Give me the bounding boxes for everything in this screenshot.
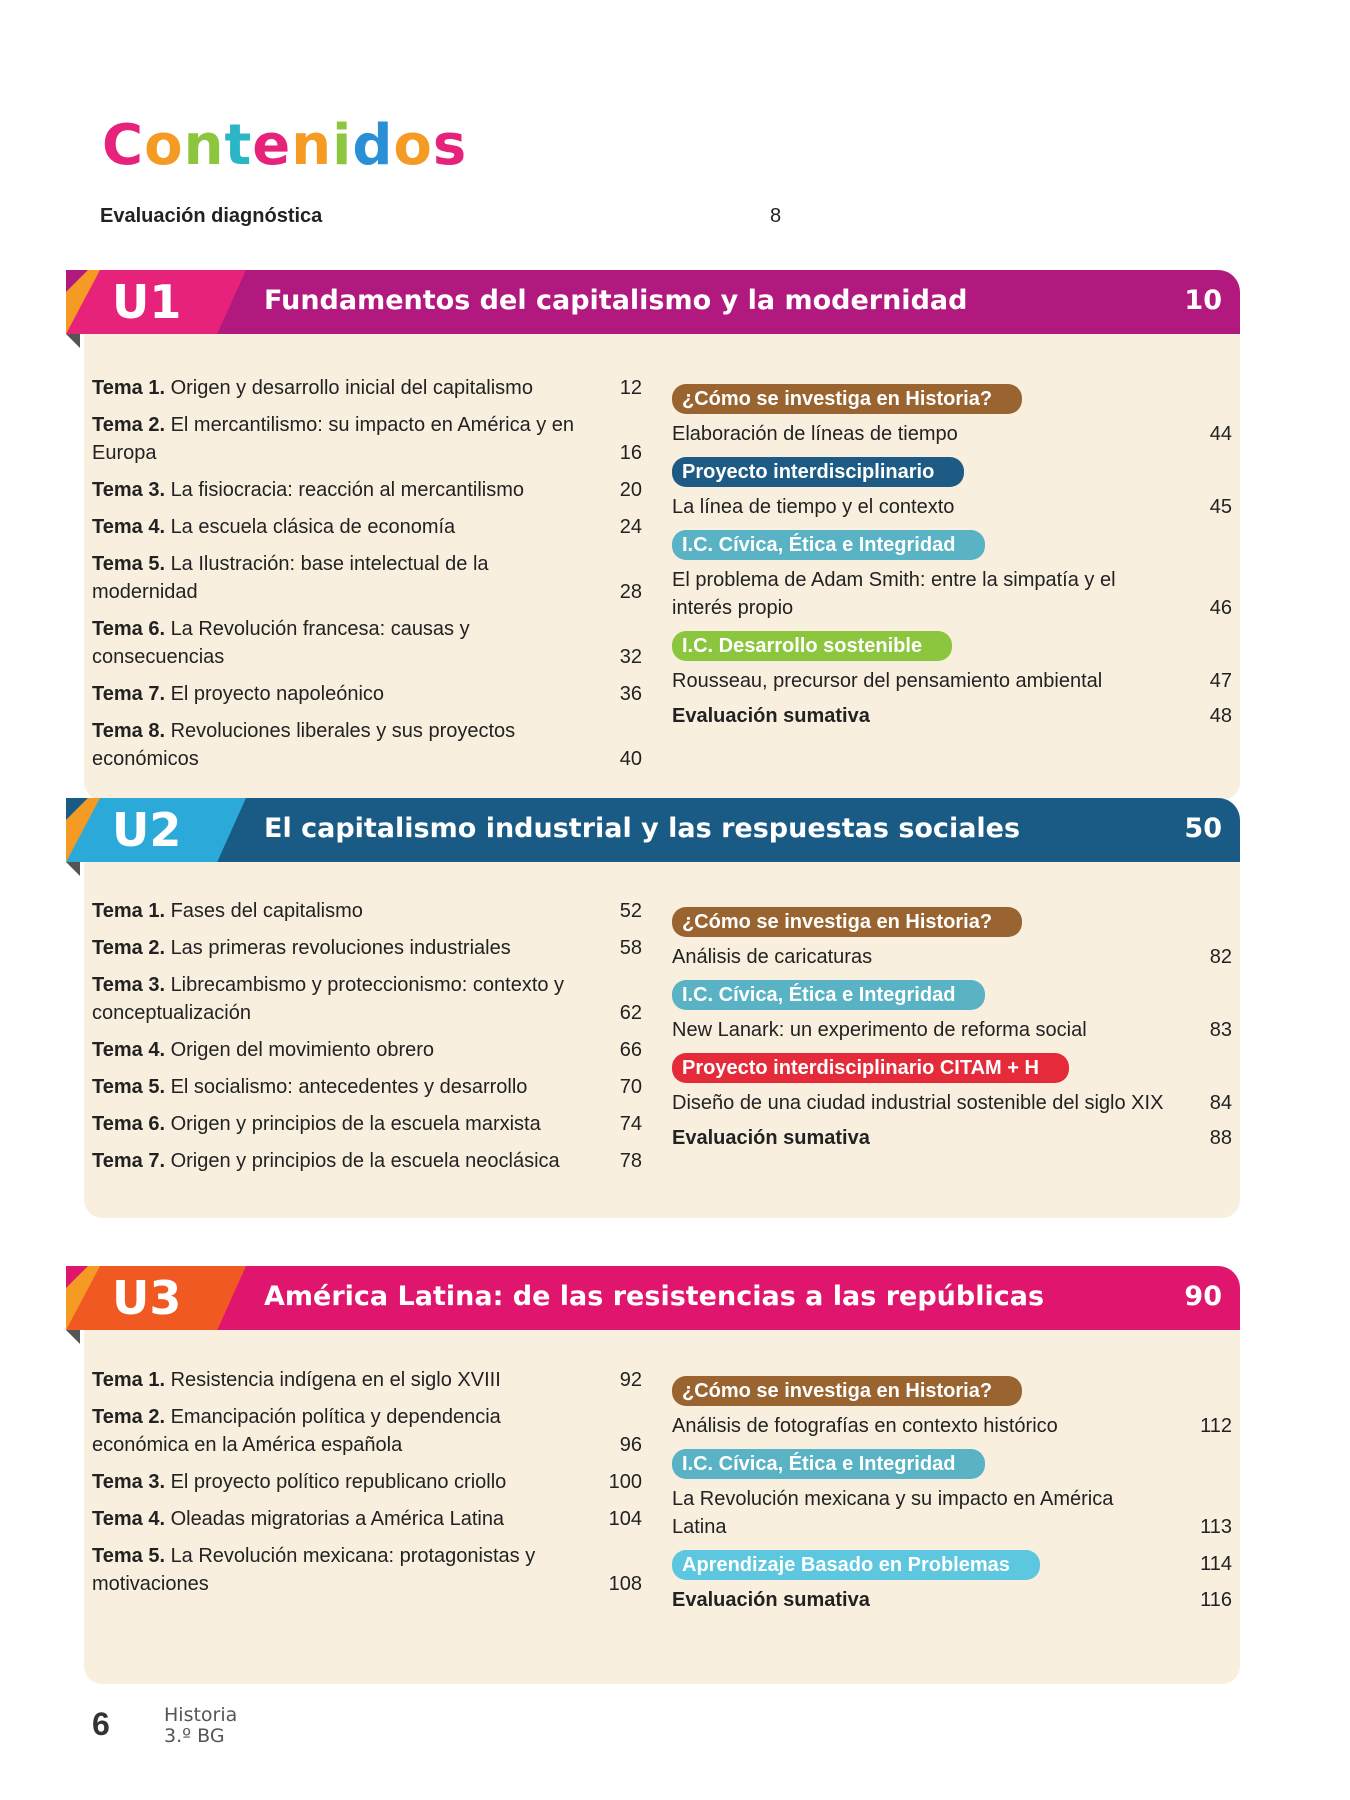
topic-page: 74 bbox=[619, 1113, 642, 1135]
extra-tag-row bbox=[672, 455, 1232, 493]
topic-entry[interactable] bbox=[92, 1542, 642, 1598]
unit-header-fold bbox=[66, 334, 80, 348]
title-letter: s bbox=[432, 113, 468, 178]
section-tag: I.C. Desarrollo sostenible bbox=[672, 631, 952, 661]
unit-page: 90 bbox=[1184, 1281, 1222, 1312]
extra-page: 113 bbox=[1200, 1516, 1232, 1538]
extra-entry[interactable] bbox=[672, 420, 1232, 448]
topic-label: Tema 2. bbox=[92, 937, 165, 959]
summative-evaluation[interactable] bbox=[672, 1586, 1232, 1614]
title-letter: o bbox=[393, 113, 433, 178]
topic-title: Oleadas migratorias a América Latina bbox=[170, 1508, 505, 1530]
title-letter: o bbox=[144, 113, 184, 178]
topic-page: 16 bbox=[619, 442, 642, 464]
topic-entry[interactable] bbox=[92, 513, 642, 541]
footer-subject-name: Historia bbox=[164, 1704, 238, 1726]
extra-entry[interactable] bbox=[672, 1016, 1232, 1044]
topic-label: Tema 5. bbox=[92, 553, 165, 575]
unit-code: U1 bbox=[112, 275, 182, 329]
unit-header-fold bbox=[66, 862, 80, 876]
topic-label: Tema 6. bbox=[92, 1113, 165, 1135]
unit-topics bbox=[92, 1366, 642, 1607]
extra-tag-row bbox=[672, 382, 1232, 420]
unit-section-u1 bbox=[66, 270, 1240, 800]
topic-entry[interactable] bbox=[92, 550, 642, 606]
extra-tag-row bbox=[672, 978, 1232, 1016]
summative-evaluation[interactable] bbox=[672, 702, 1232, 730]
topic-label: Tema 4. bbox=[92, 516, 165, 538]
unit-extras bbox=[672, 1374, 1232, 1621]
topic-page: 96 bbox=[619, 1434, 642, 1456]
section-tag: ¿Cómo se investiga en Historia? bbox=[672, 384, 1022, 414]
section-tag: I.C. Cívica, Ética e Integridad bbox=[672, 980, 985, 1010]
extra-entry[interactable] bbox=[672, 1412, 1232, 1440]
topic-title: La Revolución mexicana: protagonistas y motivaciones bbox=[92, 1545, 536, 1595]
topic-page: 58 bbox=[619, 937, 642, 959]
unit-code: U2 bbox=[112, 803, 182, 857]
topic-entry[interactable] bbox=[92, 897, 642, 925]
topic-title: El proyecto político republicano criollo bbox=[170, 1471, 507, 1493]
extra-title: Análisis de fotografías en contexto histórico bbox=[672, 1415, 1058, 1437]
topic-entry[interactable] bbox=[92, 1110, 642, 1138]
topic-label: Tema 5. bbox=[92, 1076, 165, 1098]
topic-title: La Revolución francesa: causas y consecuencias bbox=[92, 618, 470, 668]
extra-page: 46 bbox=[1209, 597, 1232, 619]
extra-tag-row bbox=[672, 1447, 1232, 1485]
footer-subject bbox=[164, 1705, 237, 1747]
extra-page: 84 bbox=[1209, 1092, 1232, 1114]
summative-page: 116 bbox=[1200, 1589, 1232, 1611]
topic-page: 78 bbox=[619, 1150, 642, 1172]
extra-tag-row bbox=[672, 1374, 1232, 1412]
extra-title: Diseño de una ciudad industrial sostenible del siglo XIX bbox=[672, 1092, 1164, 1114]
topic-page: 28 bbox=[619, 581, 642, 603]
extra-title: El problema de Adam Smith: entre la simpatía y el interés propio bbox=[672, 569, 1116, 619]
extra-page: 82 bbox=[1209, 946, 1232, 968]
extra-tag-row bbox=[672, 905, 1232, 943]
topic-label: Tema 2. bbox=[92, 414, 165, 436]
topic-page: 66 bbox=[619, 1039, 642, 1061]
topic-entry[interactable] bbox=[92, 717, 642, 773]
topic-entry[interactable] bbox=[92, 1468, 642, 1496]
topic-page: 108 bbox=[608, 1573, 642, 1595]
extra-title: New Lanark: un experimento de reforma social bbox=[672, 1019, 1087, 1041]
topic-entry[interactable] bbox=[92, 934, 642, 962]
section-tag: Proyecto interdisciplinario CITAM + H bbox=[672, 1053, 1069, 1083]
topic-page: 36 bbox=[619, 683, 642, 705]
extra-tag-row bbox=[672, 1548, 1232, 1586]
footer-page-number: 6 bbox=[92, 1706, 110, 1742]
topic-entry[interactable] bbox=[92, 1366, 642, 1394]
topic-title: Emancipación política y dependencia económica en la América española bbox=[92, 1406, 501, 1456]
topic-entry[interactable] bbox=[92, 1403, 642, 1459]
extra-title: Rousseau, precursor del pensamiento ambiental bbox=[672, 670, 1103, 692]
extra-entry[interactable] bbox=[672, 943, 1232, 971]
extra-tag-row bbox=[672, 528, 1232, 566]
extra-entry[interactable] bbox=[672, 1089, 1232, 1117]
topic-label: Tema 4. bbox=[92, 1039, 165, 1061]
extra-page: 114 bbox=[1200, 1553, 1232, 1575]
topic-title: Las primeras revoluciones industriales bbox=[170, 937, 511, 959]
topic-label: Tema 3. bbox=[92, 974, 165, 996]
summative-label: Evaluación sumativa bbox=[672, 1127, 870, 1149]
topic-entry[interactable] bbox=[92, 1073, 642, 1101]
topic-entry[interactable] bbox=[92, 476, 642, 504]
topic-page: 52 bbox=[619, 900, 642, 922]
topic-page: 70 bbox=[619, 1076, 642, 1098]
topic-label: Tema 3. bbox=[92, 1471, 165, 1493]
unit-topics bbox=[92, 897, 642, 1184]
topic-label: Tema 7. bbox=[92, 1150, 165, 1172]
title-letter: C bbox=[102, 113, 145, 178]
topic-title: La Ilustración: base intelectual de la modernidad bbox=[92, 553, 489, 603]
summative-page: 88 bbox=[1209, 1127, 1232, 1149]
summative-evaluation[interactable] bbox=[672, 1124, 1232, 1152]
unit-title: América Latina: de las resistencias a las repúblicas bbox=[264, 1281, 1045, 1312]
topic-title: El socialismo: antecedentes y desarrollo bbox=[170, 1076, 528, 1098]
extra-title: Elaboración de líneas de tiempo bbox=[672, 423, 958, 445]
title-letter: i bbox=[332, 113, 353, 178]
unit-page: 10 bbox=[1184, 285, 1222, 316]
unit-header-fold bbox=[66, 1330, 80, 1344]
section-tag: Proyecto interdisciplinario bbox=[672, 457, 964, 487]
unit-title: El capitalismo industrial y las respuestas sociales bbox=[264, 813, 1021, 844]
topic-label: Tema 1. bbox=[92, 1369, 165, 1391]
extra-title: Análisis de caricaturas bbox=[672, 946, 873, 968]
diagnostic-label: Evaluación diagnóstica bbox=[100, 205, 323, 227]
unit-page: 50 bbox=[1184, 813, 1222, 844]
extra-page: 112 bbox=[1200, 1415, 1232, 1437]
topic-entry[interactable] bbox=[92, 1505, 642, 1533]
section-tag: ¿Cómo se investiga en Historia? bbox=[672, 1376, 1022, 1406]
topic-page: 104 bbox=[608, 1508, 642, 1530]
extra-entry[interactable] bbox=[672, 566, 1232, 622]
topic-label: Tema 6. bbox=[92, 618, 165, 640]
topic-title: Fases del capitalismo bbox=[170, 900, 363, 922]
unit-extras bbox=[672, 382, 1232, 737]
unit-section-u3 bbox=[66, 1266, 1240, 1684]
topic-title: Revoluciones liberales y sus proyectos económicos bbox=[92, 720, 516, 770]
section-tag: I.C. Cívica, Ética e Integridad bbox=[672, 530, 985, 560]
topic-entry[interactable] bbox=[92, 680, 642, 708]
extra-entry[interactable] bbox=[672, 493, 1232, 521]
diagnostic-page: 8 bbox=[770, 205, 782, 227]
extra-page: 83 bbox=[1209, 1019, 1232, 1041]
topic-title: Librecambismo y proteccionismo: contexto y conceptualización bbox=[92, 974, 565, 1024]
topic-title: El mercantilismo: su impacto en América y en Europa bbox=[92, 414, 575, 464]
summative-label: Evaluación sumativa bbox=[672, 705, 870, 727]
section-tag: Aprendizaje Basado en Problemas bbox=[672, 1550, 1040, 1580]
extra-entry[interactable] bbox=[672, 1485, 1232, 1541]
unit-extras bbox=[672, 905, 1232, 1159]
topic-page: 100 bbox=[608, 1471, 642, 1493]
topic-title: Origen y desarrollo inicial del capitalismo bbox=[170, 377, 533, 399]
unit-section-u2 bbox=[66, 798, 1240, 1218]
topic-title: Resistencia indígena en el siglo XVIII bbox=[170, 1369, 501, 1391]
unit-title: Fundamentos del capitalismo y la modernidad bbox=[264, 285, 968, 316]
topic-page: 62 bbox=[619, 1002, 642, 1024]
topic-entry[interactable] bbox=[92, 1036, 642, 1064]
unit-code: U3 bbox=[112, 1271, 182, 1325]
topic-page: 32 bbox=[619, 646, 642, 668]
extra-title: La línea de tiempo y el contexto bbox=[672, 496, 955, 518]
topic-label: Tema 3. bbox=[92, 479, 165, 501]
topic-label: Tema 4. bbox=[92, 1508, 165, 1530]
unit-topics bbox=[92, 374, 642, 782]
extra-tag-row bbox=[672, 629, 1232, 667]
topic-title: Origen del movimiento obrero bbox=[170, 1039, 435, 1061]
title-letter: n bbox=[291, 113, 333, 178]
topic-page: 20 bbox=[619, 479, 642, 501]
topic-entry[interactable] bbox=[92, 374, 642, 402]
section-tag: ¿Cómo se investiga en Historia? bbox=[672, 907, 1022, 937]
topic-page: 40 bbox=[619, 748, 642, 770]
topic-entry[interactable] bbox=[92, 411, 642, 467]
topic-label: Tema 7. bbox=[92, 683, 165, 705]
topic-page: 24 bbox=[619, 516, 642, 538]
extra-entry[interactable] bbox=[672, 667, 1232, 695]
topic-title: Origen y principios de la escuela neoclásica bbox=[170, 1150, 560, 1172]
title-letter: e bbox=[252, 113, 292, 178]
topic-page: 12 bbox=[619, 377, 642, 399]
topic-title: La escuela clásica de economía bbox=[170, 516, 456, 538]
topic-title: El proyecto napoleónico bbox=[170, 683, 385, 705]
extra-tag-row bbox=[672, 1051, 1232, 1089]
topic-title: La fisiocracia: reacción al mercantilismo bbox=[170, 479, 525, 501]
extra-page: 47 bbox=[1209, 670, 1232, 692]
topic-label: Tema 1. bbox=[92, 377, 165, 399]
topic-label: Tema 2. bbox=[92, 1406, 165, 1428]
topic-title: Origen y principios de la escuela marxista bbox=[170, 1113, 541, 1135]
topic-page: 92 bbox=[619, 1369, 642, 1391]
extra-page: 45 bbox=[1209, 496, 1232, 518]
extra-page: 44 bbox=[1209, 423, 1232, 445]
footer-grade: 3.º BG bbox=[164, 1725, 225, 1747]
topic-label: Tema 1. bbox=[92, 900, 165, 922]
topic-label: Tema 5. bbox=[92, 1545, 165, 1567]
summative-page: 48 bbox=[1209, 705, 1232, 727]
topic-entry[interactable] bbox=[92, 971, 642, 1027]
section-tag: I.C. Cívica, Ética e Integridad bbox=[672, 1449, 985, 1479]
topic-entry[interactable] bbox=[92, 615, 642, 671]
extra-title: La Revolución mexicana y su impacto en América Latina bbox=[672, 1488, 1114, 1538]
title-letter: n bbox=[183, 113, 225, 178]
topic-entry[interactable] bbox=[92, 1147, 642, 1175]
summative-label: Evaluación sumativa bbox=[672, 1589, 870, 1611]
title-letter: t bbox=[224, 113, 253, 178]
title-letter: d bbox=[352, 113, 394, 178]
topic-label: Tema 8. bbox=[92, 720, 165, 742]
page-title bbox=[102, 113, 468, 178]
